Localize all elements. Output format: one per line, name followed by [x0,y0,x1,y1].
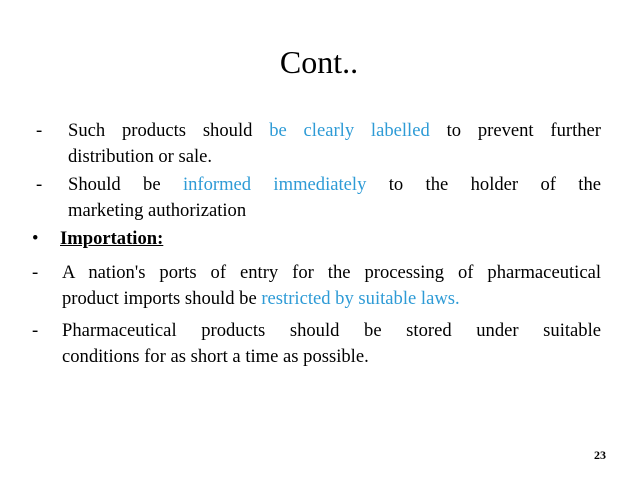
bullet-line: Should be informed immediately to the holder of the [68,174,601,195]
dash-marker: - [32,320,39,341]
highlighted-text: informed immediately [182,174,367,195]
bullet-line: Such products should be clearly labelled to prevent further [68,120,601,141]
bullet-line: A nation's ports of entry for the processing of pharmaceutical [62,262,601,283]
dash-marker: - [36,120,43,141]
dash-marker: - [36,174,43,195]
highlighted-text: restricted by suitable laws. [261,288,460,309]
bullet-line: marketing authorization [68,200,247,221]
page-number: 23 [594,448,606,462]
slide-title: Cont.. [279,44,359,80]
bullet-line: distribution or sale. [68,146,213,167]
bullet-line: conditions for as short a time as possible. [62,346,369,367]
highlighted-text: be clearly labelled [269,120,430,141]
dash-marker: - [32,262,39,283]
bullet-line: product imports should be restricted by suitable laws. [62,288,460,309]
section-heading: Importation: [60,228,164,249]
bullet-line: Pharmaceutical products should be stored under suitable [62,320,601,341]
bullet-marker: • [32,228,39,249]
